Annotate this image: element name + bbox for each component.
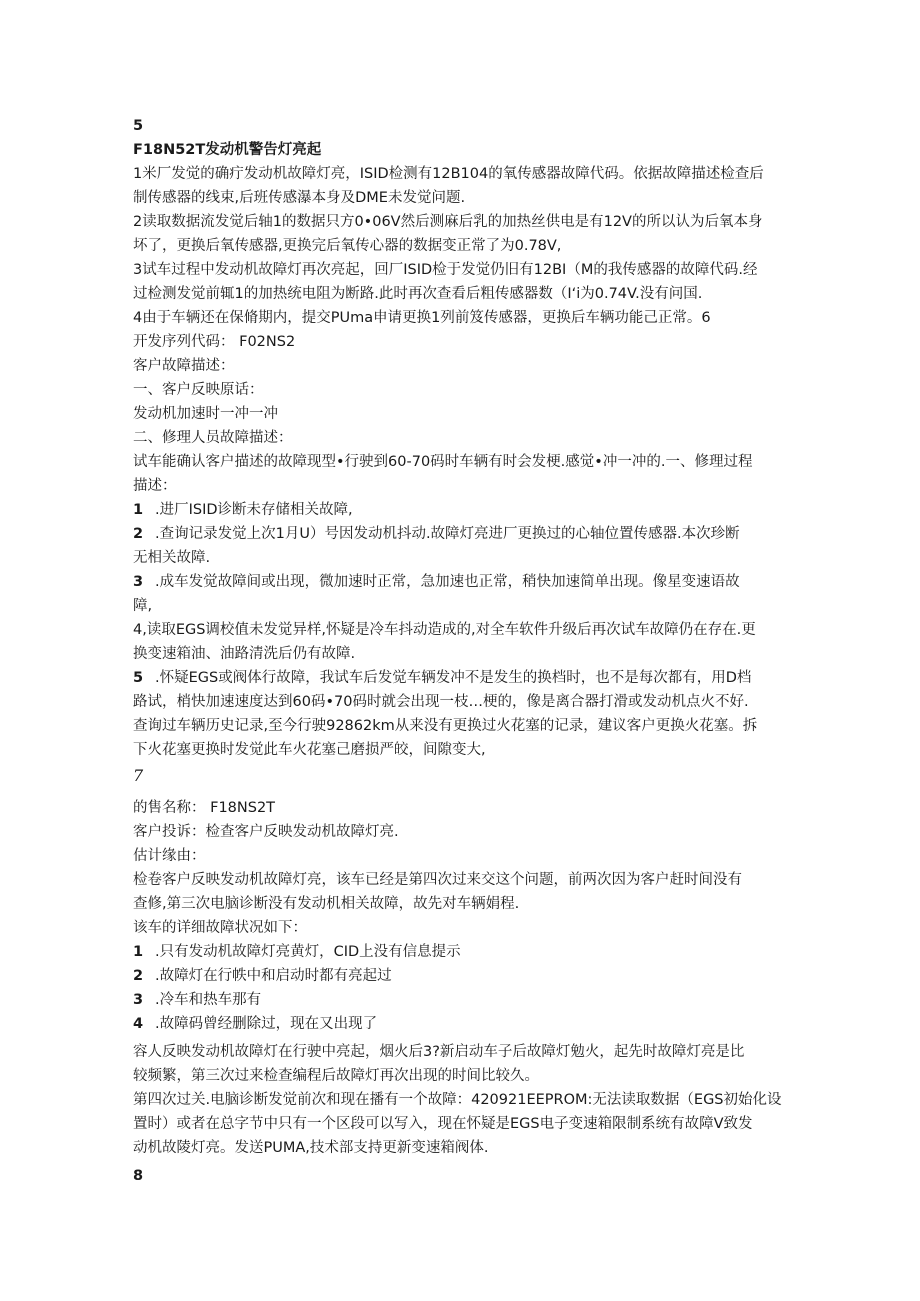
list-item-text: .冷车和热车那有 [155, 992, 262, 1008]
section-6-line-5: 试车能确认客户描述的故障现型•行驶到60-70码时车辆有时会发梗.感觉•冲一冲的.一、修理过程 [133, 454, 753, 470]
list-item [133, 570, 793, 594]
list-item-text: .故障码曾经删除过，现在又出现了 [155, 1016, 378, 1032]
section-5-title: F18N52T发动机警告灯亮起 [133, 142, 322, 158]
list-item [133, 988, 793, 1012]
section-7-after-line-4: 置时）或者在总字节中只有一个区段可以写入，现在怀疑是EGS电子变速箱限制系统有故障V致发 [133, 1116, 753, 1132]
list-item [133, 666, 793, 690]
item-5-line-3: 查询过车辆历史记录,至今行驶92862km从来没有更换过火花塞的记录，建议客户更换火花塞。拆 [133, 718, 758, 734]
list-item-number: 2 [133, 526, 144, 542]
list-item-text: .怀疑EGS或阀体行故障，我试车后发觉车辆发冲不是发生的换档时，也不是每次都有，用D档 [155, 670, 752, 686]
section-6-line-2: 一、客户反映原话： [133, 382, 264, 398]
section-6-line-4: 二、修理人员故障描述： [133, 430, 293, 446]
list-item [133, 964, 793, 988]
section-number-7: 7 [133, 766, 144, 785]
list-item-number: 3 [133, 574, 144, 590]
section-7-line-5: 查修,第三次电脑诊断没有发动机相关故障，故先对车辆娟程. [133, 896, 520, 912]
list-item [133, 498, 793, 522]
section-5-line-4: 坏了，更换后氧传感器,更换完后氧传心器的数据变正常了为0.78V, [133, 238, 562, 254]
list-item-number: 3 [133, 992, 144, 1008]
section-7-line-2: 客户投诉：检查客户反映发动机故障灯亮. [133, 824, 399, 840]
section-5-line-5: 3试车过程中发动机故障灯再次亮起，回厂ISID检于发觉仍旧有12BI（M的我传感器的故障代码.经 [133, 262, 758, 278]
section-6-code-line: 开发序列代码： F02NS2 [133, 334, 296, 350]
section-6-line-1: 客户故障描述： [133, 358, 235, 374]
list-item [133, 1012, 793, 1036]
section-7-after-line-2: 较频繁，第三次过来检查编程后故障灯再次出现的时间比较久。 [133, 1068, 539, 1084]
item-4-line-1: 4,读取EGS调校值未发觉异样,怀疑是冷车抖动造成的,对全车软件升级后再次试车故障仍在存在.更 [133, 622, 756, 638]
section-5-line-7: 4由于车辆还在保脩期内，提交PUma申请更换1列前笈传感器，更换后车辆功能己正常。6 [133, 310, 711, 326]
list-item-text: .故障灯在行帙中和启动时都有亮起过 [155, 968, 392, 984]
section-7-line-3: 估计缘由： [133, 848, 206, 864]
section-5-line-2: 制传感器的线束,后班传感瀑本身及DME未发觉问题. [133, 190, 466, 206]
list-item-number: 2 [133, 968, 144, 984]
list-item-number: 1 [133, 944, 144, 960]
section-7-after-line-1: 容人反映发动机故障灯在行驶中亮起，烟火后3?新启动车子后故障灯勉火，起先时故障灯亮是比 [133, 1044, 745, 1060]
section-7-line-1: 的售名称： F18NS2T [133, 800, 276, 816]
section-5-line-6: 过检测发觉前辄1的加热统电阻为断路.此时再次查看后粗传感器数（I‘i为0.74V.没有问国. [133, 286, 703, 302]
list-item-text: .成车发觉故障间或出现，微加速时正常，急加速也正常，稍快加速简单出现。像星变速语故 [155, 574, 740, 590]
section-7-after-line-3: 第四次过关.电脑诊断发觉前次和现在播有一个故障：420921EEPROM:无法读取数据（EGS初始化设 [133, 1092, 782, 1108]
item-4-line-2: 换变速箱油、油路清洗后仍有故障. [133, 646, 356, 662]
section-5-line-3: 2读取数据流发觉后轴1的数据只方0•06V然后测麻后乳的加热丝供电是有12V的所以认为后氧本身 [133, 214, 763, 230]
list-item-text: .查询记录发觉上次1月U）号因发动机抖动.故障灯亮进厂更换过的心轴位置传感器.本次珍断 [155, 526, 740, 542]
list-item-number: 4 [133, 1016, 144, 1032]
list-item-text: .进厂ISID诊断未存储相关故障, [155, 502, 353, 518]
section-5-line-1: 1米厂发觉的确疔发动机故障灯亮，ISID检测有12B104的氧传感器故障代码。依据故障描述检查后 [133, 166, 764, 182]
section-7-line-4: 检卷客户反映发动机故障灯亮，该车已经是第四次过来交这个问题，前两次因为客户赶时间没有 [133, 872, 742, 888]
list-item [133, 940, 793, 964]
list-item-text: .只有发动机故障灯亮黄灯，CID上没有信息提示 [155, 944, 461, 960]
section-number-5: 5 [133, 118, 144, 134]
section-number-8: 8 [133, 1168, 144, 1184]
item-5-line-2: 路试，梢快加速速度达到60码•70码时就会出现一枝…梗的，像是离合器打滑或发动机点火不好. [133, 694, 749, 710]
section-6-line-3: 发动机加速时一冲一冲 [133, 406, 278, 422]
section-6-line-6: 描述： [133, 478, 177, 494]
list-item [133, 522, 793, 546]
section-7-after-line-5: 动机故陵灯亮。发送PUMA,技术部支持更新变速箱阀体. [133, 1140, 489, 1156]
item-5-line-4: 下火花塞更换时发觉此车火花塞己磨损严皎，间隙变大, [133, 742, 486, 758]
list-item-number: 1 [133, 502, 144, 518]
section-7-line-6: 该车的详细故障状况如下： [133, 920, 307, 936]
list-item-continuation: 障, [133, 598, 153, 614]
list-item-number: 5 [133, 670, 144, 686]
list-item-continuation: 无相关故障. [133, 550, 211, 566]
